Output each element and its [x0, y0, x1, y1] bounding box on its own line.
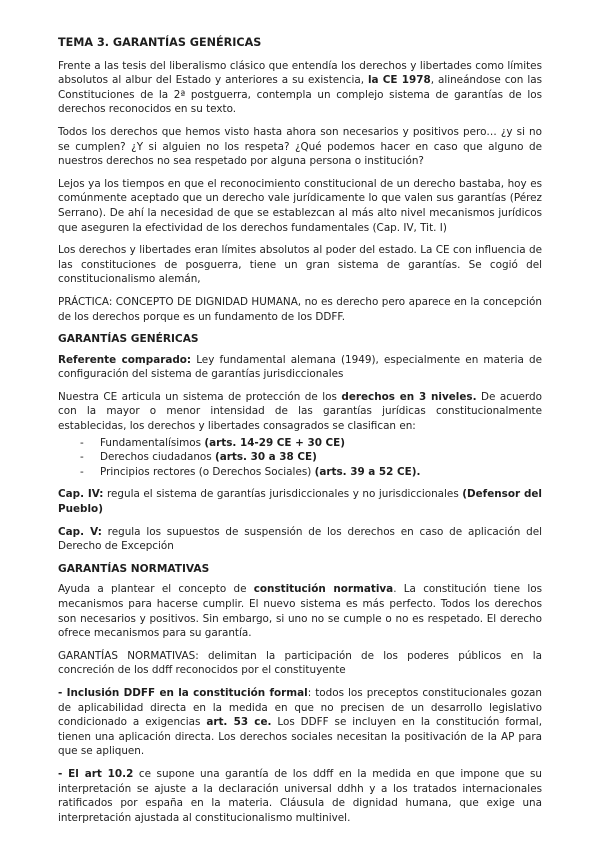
list-item: [80, 465, 542, 480]
niveles-list: [58, 436, 542, 480]
cap5-paragraph: [58, 525, 542, 554]
normativas-paragraph-2: [58, 649, 542, 678]
list-item-bold: (arts. 39 a 52 CE).: [314, 465, 421, 478]
referente-label: Referente comparado:: [58, 353, 192, 366]
normativas-p1-bold: constitución normativa: [253, 583, 394, 596]
intro-paragraph-2: Todos los derechos que hemos visto hasta ahora son necesarios y positivos pero… ¿y si no se cumplen? ¿Y si alguien no los respeta? ¿Qué podemos hacer en caso que alguno de nuestros derechos no sea respetado por alguna persona o institución?: [58, 125, 542, 168]
niveles-text-a: Nuestra CE articula un sistema de protección de los: [58, 390, 342, 403]
intro-paragraph-5: PRÁCTICA: CONCEPTO DE DIGNIDAD HUMANA, no es derecho pero aparece en la concepción de los derechos porque es un fundamento de los DDFF.: [58, 295, 542, 323]
referente-paragraph: [58, 353, 542, 382]
normativas-p2-label: GARANTÍAS NORMATIVAS: [58, 649, 196, 662]
normativas-p4-text: ce supone una garantía de los ddff en la medida en que impone que su interpretación se ajuste a la declaración universal ddhh y a los tratados internacionales ratificados por españa en la materia. Cláusula de dignidad humana, que exige una interpretación ajustada al constitucionalismo multinivel.: [58, 767, 542, 824]
normativas-p3-text-b: : todos los preceptos constitucionales gozan de aplicabilidad directa en la medida en que no precisen de un desarrollo legislativo condicionado a exigencias: [58, 686, 542, 729]
normativas-p3-bold-c: art. 53 ce.: [206, 716, 272, 729]
normativas-p3-text-d: Los DDFF se incluyen en la constitución formal, tienen una aplicación directa. Los derechos sociales necesitan la positivación de la AP para que se apliquen.: [58, 716, 542, 758]
list-item-bold: (arts. 30 a 38 CE): [214, 451, 317, 464]
cap4-label: Cap. IV:: [58, 488, 104, 501]
normativas-paragraph-3: [58, 686, 542, 759]
list-item-text: Derechos ciudadanos: [100, 451, 215, 464]
normativas-p1-text-c: . La constitución tiene los mecanismos para hacerse cumplir. El nuevo sistema es más perfecto. Todos los derechos son necesarios y positivos. Sin embargo, si uno no se cumple o no es respetado. El derecho ofrece mecanismos para su garantía.: [58, 583, 542, 640]
section-heading-normativas: GARANTÍAS NORMATIVAS: [58, 562, 210, 575]
list-item-text: Fundamentalísimos: [100, 436, 205, 449]
intro-paragraph-3: Lejos ya los tiempos en que el reconocimiento constitucional de un derecho bastaba, hoy es comúnmente aceptado que un derecho vale jurídicamente lo que valen sus garantías (Pérez Serrano). De ahí la necesidad de que se establezcan al más alto nivel mecanismos jurídicos que aseguren la efectividad de los derechos fundamentales (Cap. IV, Tit. I): [58, 177, 542, 234]
intro-paragraph-1: [58, 59, 542, 117]
list-item-bold: (arts. 14-29 CE + 30 CE): [204, 436, 346, 449]
niveles-text-c: De acuerdo con la mayor o menor intensidad de las garantías jurídicas constitucionalmente establecidas, los derechos y libertades consagrados se clasifican en:: [58, 390, 542, 433]
normativas-p3-bold-a: - Inclusión DDFF en la constitución formal: [58, 686, 308, 699]
cap4-paragraph: [58, 487, 542, 516]
cap4-text: regula el sistema de garantías jurisdiccionales y no jurisdiccionales: [103, 488, 463, 501]
cap5-label: Cap. V:: [58, 525, 102, 538]
section-heading-genericas: GARANTÍAS GENÉRICAS: [58, 333, 199, 346]
normativas-p2-text: : delimitan la participación de los poderes públicos en la concreción de los ddff reconocidos por el constituyente: [58, 649, 542, 677]
intro-p1-text-c: , alineándose con las Constituciones de la 2ª postguerra, contempla un complejo sistema de garantías de los derechos reconocidos en su texto.: [58, 74, 542, 116]
cap5-text: regula los supuestos de suspensión de los derechos en caso de aplicación del Derecho de Excepción: [58, 525, 542, 553]
normativas-p4-bold: - El art 10.2: [58, 767, 134, 780]
intro-p1-bold: la CE 1978: [367, 74, 431, 87]
intro-paragraph-4: Los derechos y libertades eran límites absolutos al poder del estado. La CE con influencia de las constituciones de posguerra, tiene un gran sistema de garantías. Se cogió del constitucionalismo alemán,: [58, 244, 542, 286]
page-title: TEMA 3. GARANTÍAS GENÉRICAS: [58, 36, 262, 49]
normativas-paragraph-1: [58, 582, 542, 640]
normativas-paragraph-4: [58, 767, 542, 825]
normativas-p1-text-a: Ayuda a plantear el concepto de: [58, 583, 254, 596]
intro-p1-text-a: Frente a las tesis del liberalismo clásico que entendía los derechos y libertades como límites absolutos al albur del Estado y anteriores a su existencia,: [58, 59, 542, 87]
niveles-paragraph: [58, 390, 542, 434]
niveles-bold: derechos en 3 niveles.: [341, 390, 477, 403]
cap4-bold: (Defensor del Pueblo): [58, 488, 542, 516]
list-item-text: Principios rectores (o Derechos Sociales): [100, 465, 315, 478]
list-item: [80, 450, 542, 465]
referente-text: Ley fundamental alemana (1949), especialmente en materia de configuración del sistema de garantías jurisdiccionales: [58, 353, 542, 381]
list-item: [80, 436, 542, 451]
